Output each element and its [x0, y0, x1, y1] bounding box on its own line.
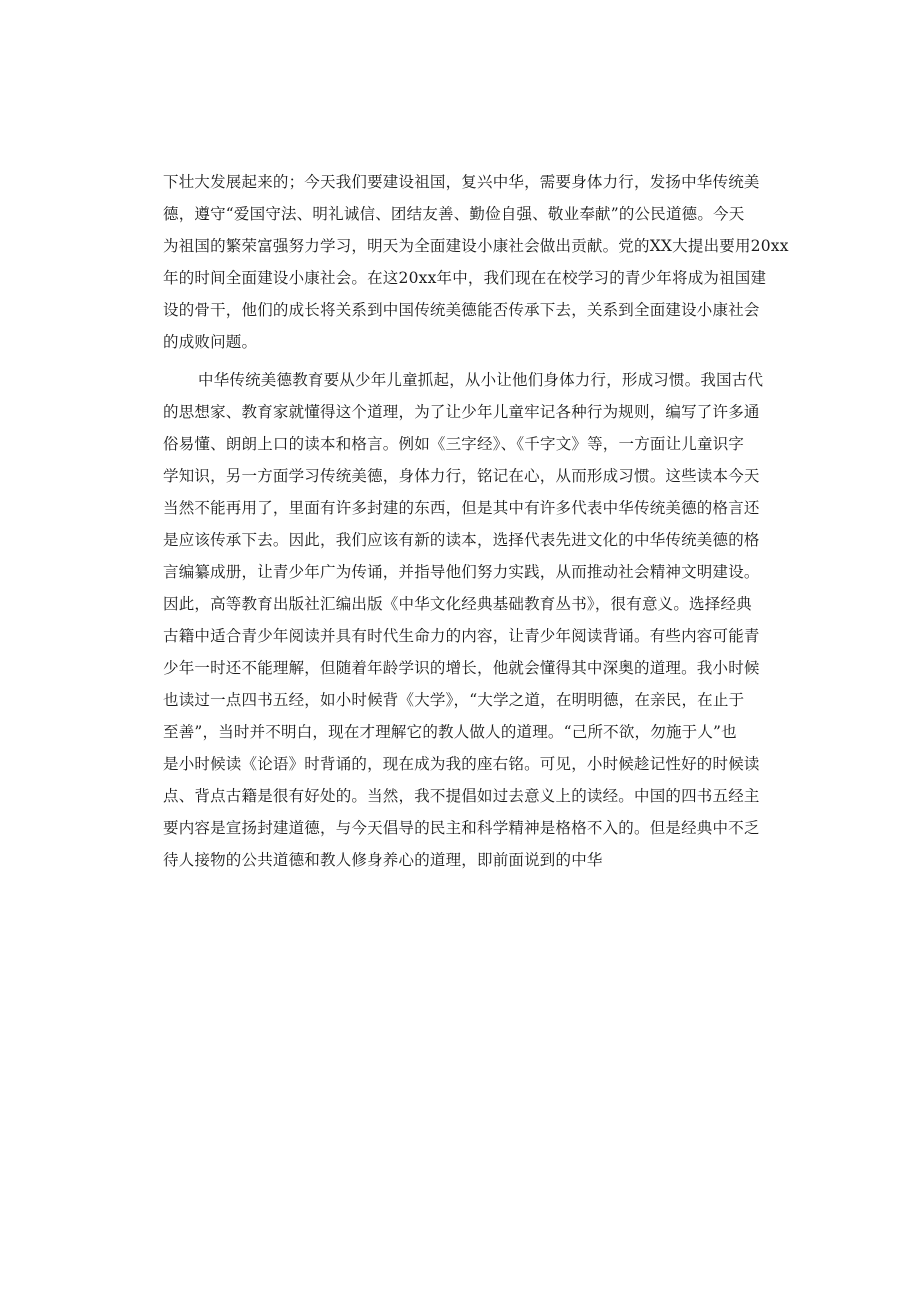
paragraph-first-line: 中华传统美德教育要从少年儿童抓起，从小让他们身体力行，形成习惯。我国古代 [198, 371, 764, 389]
text-line: 少年一时还不能理解，但随着年龄学识的增长，他就会懂得其中深奥的道理。我小时候 [163, 659, 760, 677]
text-line: 的思想家、教育家就懂得这个道理，为了让少年儿童牢记各种行为规则，编写了许多通 [163, 403, 760, 421]
text-line: 言编纂成册，让青少年广为传诵，并指导他们努力实践，从而推动社会精神文明建设。 [163, 563, 760, 581]
text-line: 当然不能再用了，里面有许多封建的东西，但是其中有许多代表中华传统美德的格言还 [163, 499, 760, 517]
text-line: 俗易懂、朗朗上口的读本和格言。例如《三字经》、《千字文》等，一方面让儿童识字 [163, 435, 745, 453]
text-line: 至善”，当时并不明白，现在才理解它的教人做人的道理。“己所不欲，勿施于人”也 [163, 723, 737, 741]
text-line: 的成败问题。 [163, 333, 258, 351]
text-line: 设的骨干，他们的成长将关系到中国传统美德能否传承下去，关系到全面建设小康社会 [163, 301, 760, 319]
text-line: 因此，高等教育出版社汇编出版《中华文化经典基础教育丛书》，很有意义。选择经典 [163, 595, 752, 613]
text-line: 也读过一点四书五经，如小时候背《大学》，“大学之道，在明明德，在亲民，在止于 [163, 691, 745, 709]
text-line: 德，遵守“爱国守法、明礼诚信、团结友善、勤俭自强、敬业奉献”的公民道德。今天 [163, 205, 745, 223]
text-line: 年的时间全面建设小康社会。在这20xx年中，我们现在在校学习的青少年将成为祖国建 [163, 269, 767, 287]
text-line: 学知识，另一方面学习传统美德，身体力行，铭记在心，从而形成习惯。这些读本今天 [163, 467, 760, 485]
text-line: 下壮大发展起来的；今天我们要建设祖国，复兴中华，需要身体力行，发扬中华传统美 [163, 173, 760, 191]
text-line: 古籍中适合青少年阅读并具有时代生命力的内容，让青少年阅读背诵。有些内容可能青 [163, 627, 760, 645]
text-line: 是小时候读《论语》时背诵的，现在成为我的座右铭。可见，小时候趁记性好的时候读 [163, 755, 760, 773]
text-line: 待人接物的公共道德和教人修身养心的道理，即前面说到的中华 [163, 851, 603, 869]
text-line: 是应该传承下去。因此，我们应该有新的读本，选择代表先进文化的中华传统美德的格 [163, 531, 760, 549]
text-line: 为祖国的繁荣富强努力学习，明天为全面建设小康社会做出贡献。党的XX大提出要用20xx [163, 237, 789, 255]
text-line: 点、背点古籍是很有好处的。当然，我不提倡如过去意义上的读经。中国的四书五经主 [163, 787, 760, 805]
text-line: 要内容是宣扬封建道德，与今天倡导的民主和科学精神是格格不入的。但是经典中不乏 [163, 819, 760, 837]
